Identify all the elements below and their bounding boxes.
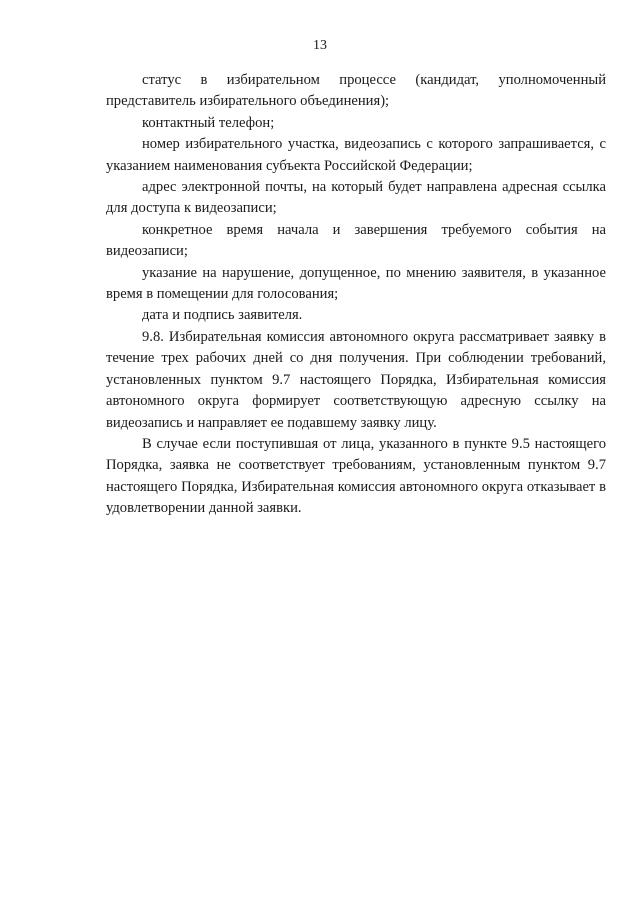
list-item-phone: контактный телефон; (142, 114, 275, 131)
page-number: 13 (313, 38, 327, 53)
list-item-polling-station: номер избирательного участка, видеозапись с которого запрашивается, с указанием наименования субъекта Российской Федерации; (106, 136, 606, 174)
clause-refusal: В случае если поступившая от лица, указанного в пункте 9.5 настоящего Порядка, заявка не соответствует требованиям, установленным пунктом 9.7 настоящего Порядка, Избирательная комиссия автономного округа отказывает в удовлетворении данной заявки. (106, 435, 606, 517)
list-item-status: статус в избирательном процессе (кандидат, уполномоченный представитель избирательного объединения); (106, 72, 606, 110)
list-item-date-signature: дата и подпись заявителя. (142, 307, 303, 324)
clause-9-8: 9.8. Избирательная комиссия автономного округа рассматривает заявку в течение трех рабочих дней со дня получения. При соблюдении требований, установленных пунктом 9.7 настоящего Порядка, Избирательная комиссия автономного округа формирует соответствующую адресную ссылку на видеозапись и направляет ее подавшему заявку лицу. (106, 328, 606, 431)
document-body (106, 70, 606, 520)
list-item-event-time: конкретное время начала и завершения требуемого события на видеозаписи; (106, 221, 606, 260)
list-item-violation: указание на нарушение, допущенное, по мнению заявителя, в указанное время в помещении для голосования; (106, 264, 606, 303)
list-item-email: адрес электронной почты, на который будет направлена адресная ссылка для доступа к видеозаписи; (106, 179, 606, 217)
